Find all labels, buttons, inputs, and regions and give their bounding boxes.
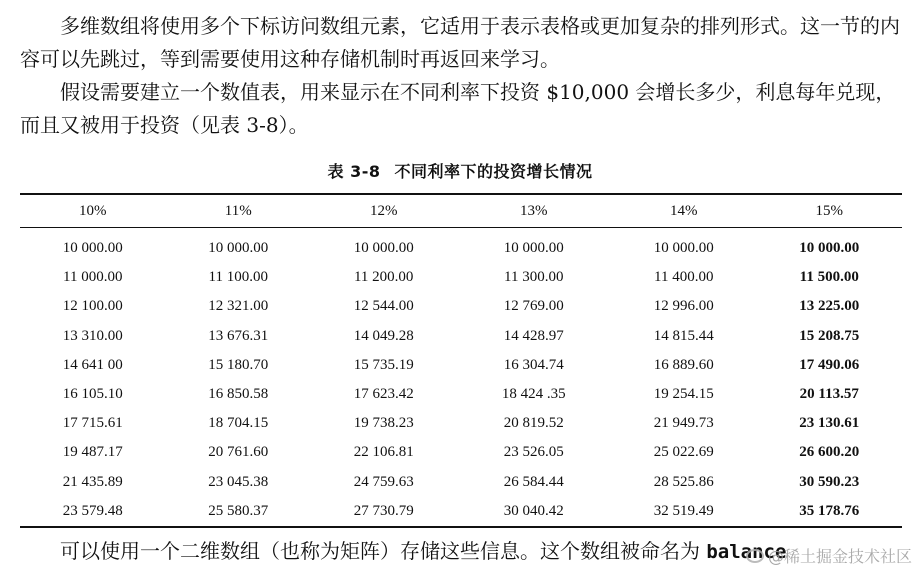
table-row xyxy=(20,263,902,292)
table-cell: 13 310.00 xyxy=(62,327,123,344)
column-header: 12% xyxy=(369,202,398,219)
table-row xyxy=(20,468,902,497)
intro-paragraph: 多维数组将使用多个下标访问数组元素，它适用于表示表格或更加复杂的排列形式。这一节的内容可以先跳过，等到需要使用这种存储机制时再返回来学习。 xyxy=(20,14,900,71)
table-cell: 10 000.00 xyxy=(353,240,414,257)
juejin-logo-icon xyxy=(746,549,764,563)
table-cell: 20 113.57 xyxy=(799,386,859,403)
table-cell: 19 254.15 xyxy=(653,386,714,403)
column-header: 11% xyxy=(224,202,252,219)
table-cell: 30 590.23 xyxy=(799,473,860,490)
table-row xyxy=(20,351,902,380)
example-paragraph: 假设需要建立一个数值表，用来显示在不同利率下投资 $10,000 会增长多少，利息每年兑现，而且又被用于投资（见表 3-8）。 xyxy=(20,80,896,137)
column-header: 13% xyxy=(519,202,548,219)
table-cell: 27 730.79 xyxy=(353,502,414,519)
table-cell: 18 424 .35 xyxy=(501,386,566,403)
table-cell: 14 641 00 xyxy=(62,356,123,373)
table-cell: 19 487.17 xyxy=(62,444,123,461)
table-cell: 10 000.00 xyxy=(503,240,564,257)
table-cell: 20 819.52 xyxy=(503,415,564,432)
table-header-row xyxy=(20,194,902,228)
table-cell: 16 304.74 xyxy=(503,356,564,373)
table-cell: 26 584.44 xyxy=(503,473,564,490)
table-number: 表 3-8 xyxy=(327,162,381,181)
table-cell: 17 623.42 xyxy=(353,386,414,403)
table-cell: 11 300.00 xyxy=(504,269,564,286)
table-cell: 17 490.06 xyxy=(799,356,860,373)
table-cell: 25 580.37 xyxy=(208,502,269,519)
matrix-paragraph-text: 可以使用一个二维数组（也称为矩阵）存储这些信息。这个数组被命名为 xyxy=(60,539,707,563)
table-row xyxy=(20,292,902,321)
table-row xyxy=(20,497,902,527)
table-cell: 23 526.05 xyxy=(503,444,564,461)
table-cell: 13 225.00 xyxy=(799,298,860,315)
table-cell: 14 049.28 xyxy=(353,327,414,344)
table-cell: 18 704.15 xyxy=(208,415,269,432)
column-header: 14% xyxy=(670,202,698,219)
table-cell: 26 600.20 xyxy=(799,444,860,461)
table-cell: 35 178.76 xyxy=(799,502,860,519)
table-cell: 28 525.86 xyxy=(653,473,714,490)
table-cell: 19 738.23 xyxy=(353,415,414,432)
table-cell: 12 100.00 xyxy=(62,298,123,315)
table-row xyxy=(20,380,902,409)
table-title: 不同利率下的投资增长情况 xyxy=(394,162,593,181)
table-cell: 10 000.00 xyxy=(653,240,714,257)
table-cell: 20 761.60 xyxy=(208,444,269,461)
table-cell: 16 889.60 xyxy=(653,356,714,373)
table-cell: 11 400.00 xyxy=(654,269,714,286)
table-caption xyxy=(0,159,920,182)
watermark-text: @稀土掘金技术社区 xyxy=(767,547,912,566)
table-cell: 15 208.75 xyxy=(799,327,860,344)
table-cell: 12 544.00 xyxy=(353,298,414,315)
watermark xyxy=(746,544,912,567)
table-cell: 23 579.48 xyxy=(62,502,123,519)
column-header: 10% xyxy=(78,202,107,219)
array-name-code: balance xyxy=(706,541,787,563)
table-row xyxy=(20,322,902,351)
table-row xyxy=(20,228,902,264)
table-cell: 24 759.63 xyxy=(353,473,414,490)
table-cell: 14 815.44 xyxy=(653,327,714,344)
table-cell: 13 676.31 xyxy=(208,327,269,344)
table-cell: 25 022.69 xyxy=(653,444,714,461)
table-cell: 11 500.00 xyxy=(799,269,859,286)
table-cell: 11 200.00 xyxy=(353,269,414,286)
table-cell: 16 850.58 xyxy=(208,386,269,403)
table-cell: 15 735.19 xyxy=(353,356,414,373)
table-cell: 12 996.00 xyxy=(653,298,714,315)
table-cell: 16 105.10 xyxy=(62,386,123,403)
table-cell: 11 100.00 xyxy=(208,269,268,286)
table-cell: 30 040.42 xyxy=(503,502,564,519)
table-cell: 15 180.70 xyxy=(208,356,269,373)
column-header: 15% xyxy=(815,202,843,219)
table-cell: 21 435.89 xyxy=(62,473,123,490)
table-cell: 10 000.00 xyxy=(62,240,123,257)
table-cell: 11 000.00 xyxy=(63,269,123,286)
table-cell: 12 321.00 xyxy=(208,298,269,315)
table-cell: 23 045.38 xyxy=(208,473,269,490)
table-row xyxy=(20,409,902,438)
table-row xyxy=(20,438,902,467)
investment-growth-table xyxy=(20,193,902,528)
table-cell: 21 949.73 xyxy=(653,415,714,432)
table-cell: 17 715.61 xyxy=(62,415,123,432)
table-cell: 32 519.49 xyxy=(653,502,714,519)
table-cell: 22 106.81 xyxy=(353,444,414,461)
table-cell: 10 000.00 xyxy=(799,240,860,257)
table-cell: 12 769.00 xyxy=(503,298,564,315)
table-cell: 14 428.97 xyxy=(503,327,564,344)
table-cell: 23 130.61 xyxy=(799,415,860,432)
table-cell: 10 000.00 xyxy=(208,240,269,257)
